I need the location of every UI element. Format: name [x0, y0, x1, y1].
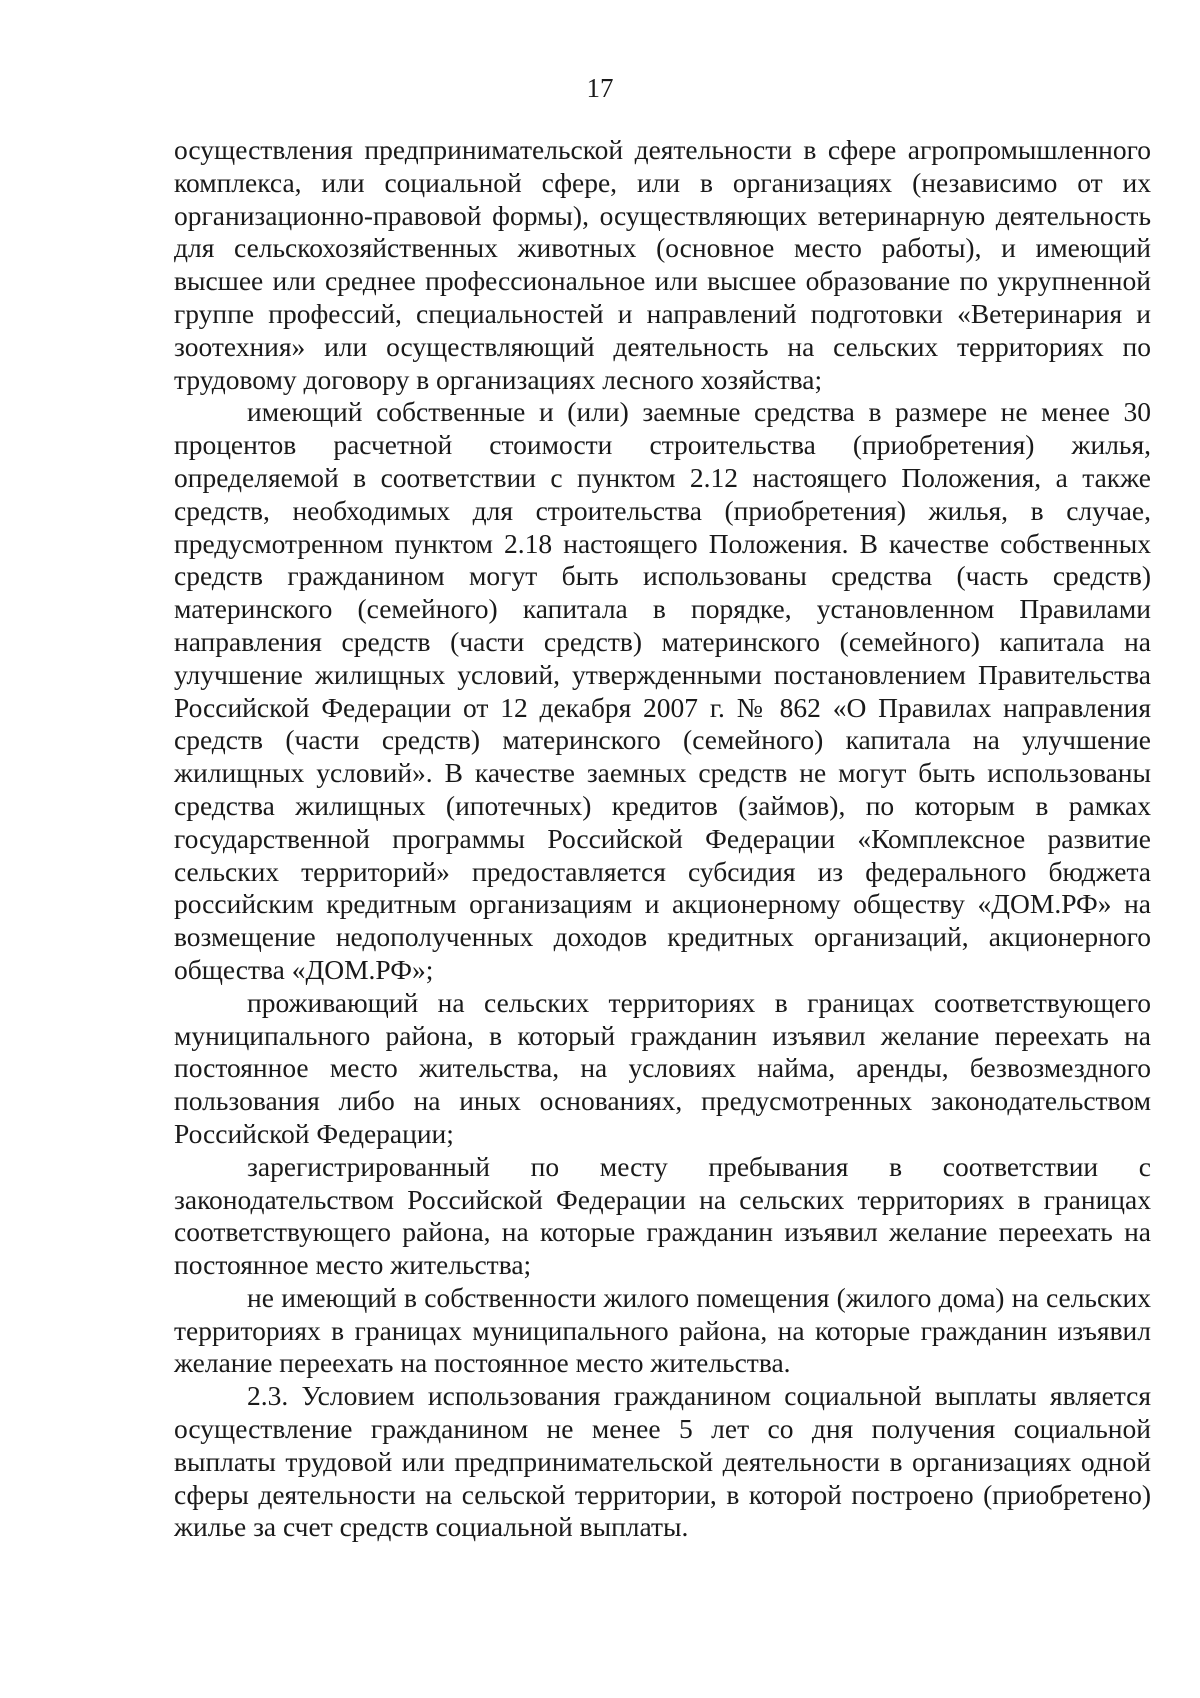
document-body	[174, 134, 1151, 1544]
paragraph-residing: проживающий на сельских территориях в границах соответствующего муниципального района, в который гражданин изъявил желание переехать на постоянное место жительства, на условиях найма, аренды, безвозмездного пользования либо на иных основаниях, предусмотренных законодательством Российской Федерации;	[174, 986, 1151, 1149]
paragraph-own-funds: имеющий собственные и (или) заемные средства в размере не менее 30 процентов расчетной стоимости строительства (приобретения) жилья, определяемой в соответствии с пунктом 2.12 настоящего Положения, а также средств, необходимых для строительства (приобретения) жилья, в случае, предусмотренном пунктом 2.18 настоящего Положения. В качестве собственных средств гражданином могут быть использованы средства (часть средств) материнского (семейного) капитала в порядке, установленном Правилами направления средств (части средств) материнского (семейного) капитала на улучшение жилищных условий, утвержденными постановлением Правительства Российской Федерации от 12 декабря 2007 г. № 862 «О Правилах направления средств (части средств) материнского (семейного) капитала на улучшение жилищных условий». В качестве заемных средств не могут быть использованы средства жилищных (ипотечных) кредитов (займов), по которым в рамках государственной программы Российской Федерации «Комплексное развитие сельских территорий» предоставляется субсидия из федерального бюджета российским кредитным организациям и акционерному обществу «ДОМ.РФ» на возмещение недополученных доходов кредитных организаций, акционерного общества «ДОМ.РФ»;	[174, 396, 1151, 985]
paragraph-continuation: осуществления предпринимательской деятельности в сфере агропромышленного комплекса, или социальной сфере, или в организациях (независимо от их организационно-правовой формы), осуществляющих ветеринарную деятельность для сельскохозяйственных животных (основное место работы), и имеющий высшее или среднее профессиональное или высшее образование по укрупненной группе профессий, специальностей и направлений подготовки «Ветеринария и зоотехния» или осуществляющий деятельность на сельских территориях по трудовому договору в организациях лесного хозяйства;	[174, 134, 1151, 395]
paragraph-no-property: не имеющий в собственности жилого помещения (жилого дома) на сельских территориях в границах муниципального района, на которые гражданин изъявил желание переехать на постоянное место жительства.	[174, 1281, 1151, 1379]
paragraph-registered: зарегистрированный по месту пребывания в соответствии с законодательством Российской Федерации на сельских территориях в границах соответствующего района, на которые гражданин изъявил желание переехать на постоянное место жительства;	[174, 1150, 1151, 1281]
page-number: 17	[586, 73, 614, 103]
paragraph-clause-2-3: 2.3. Условием использования гражданином социальной выплаты является осуществление гражданином не менее 5 лет со дня получения социальной выплаты трудовой или предпринимательской деятельности в организациях одной сферы деятельности на сельской территории, в которой построено (приобретено) жилье за счет средств социальной выплаты.	[174, 1380, 1151, 1543]
